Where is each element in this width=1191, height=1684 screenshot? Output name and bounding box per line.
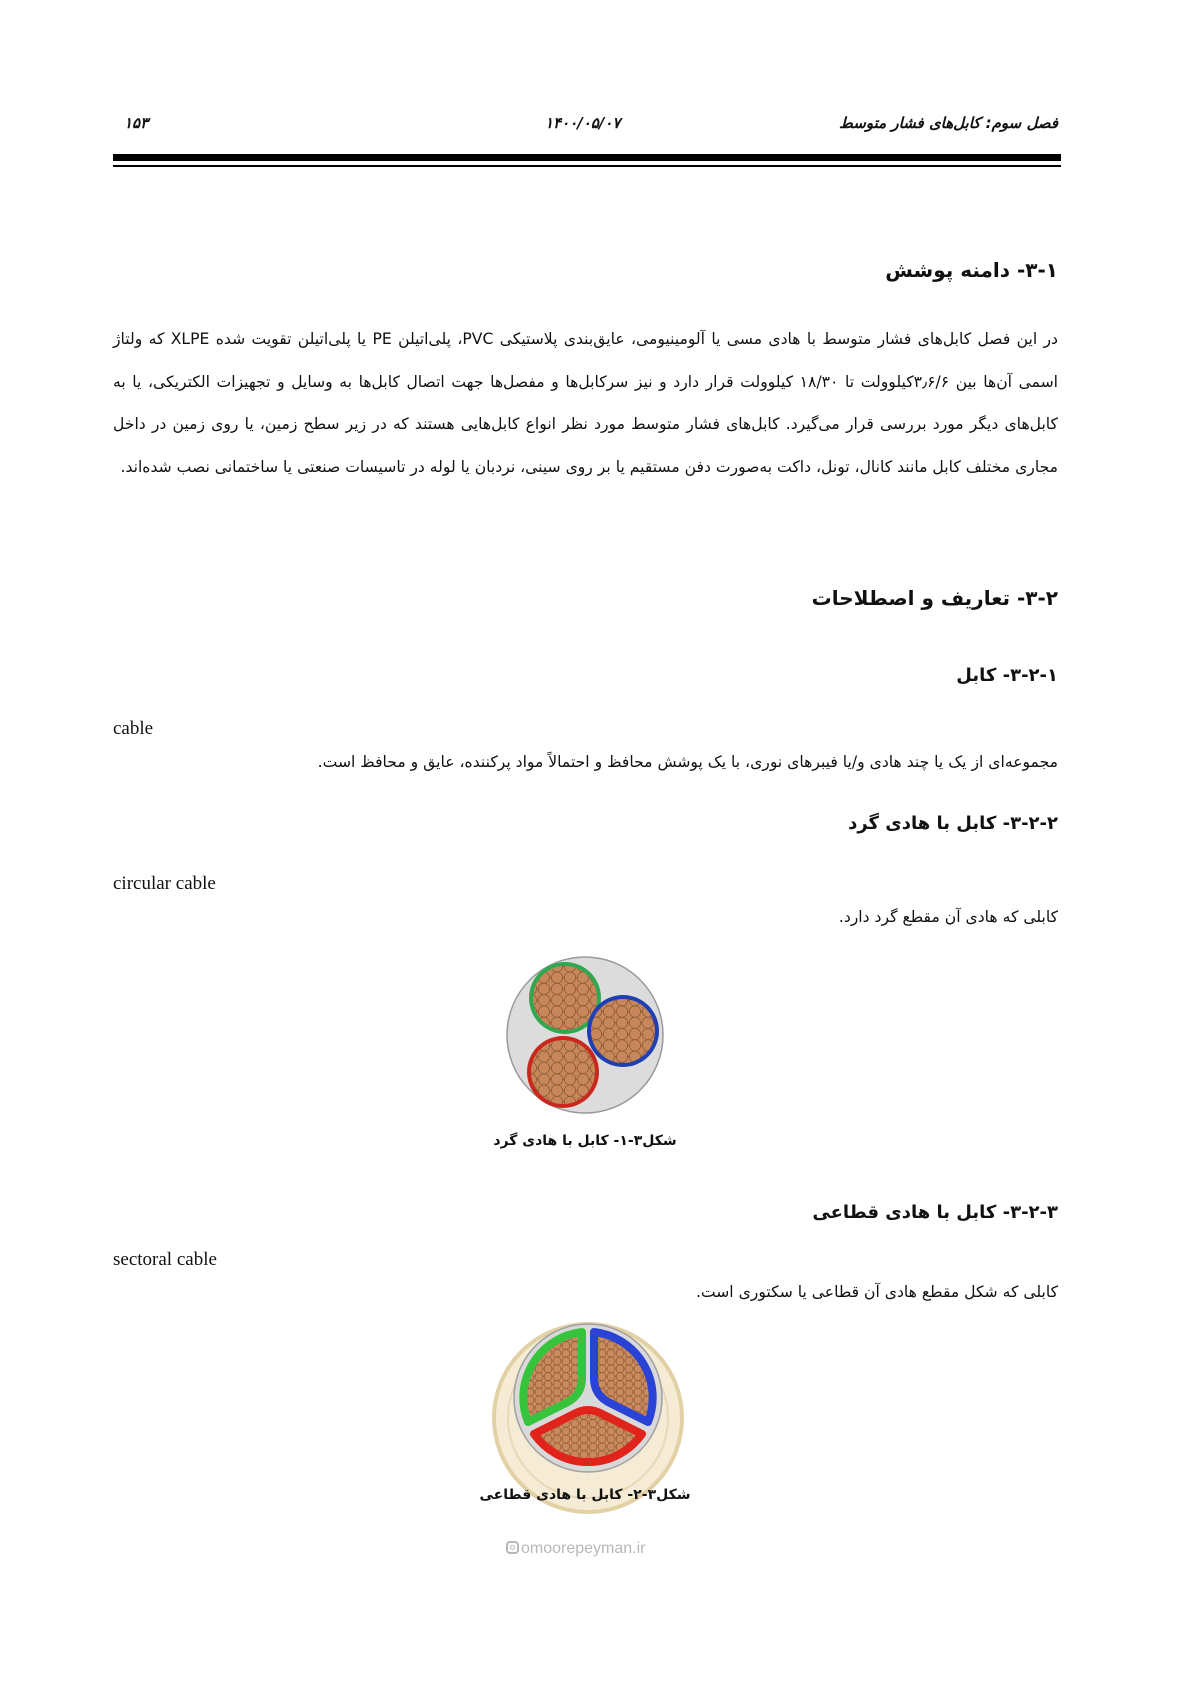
conductor-blue [587,995,659,1067]
definition-cable: مجموعه‌ای از یک یا چند هادی و/یا فیبرهای نوری، با یک پوشش محافظ و احتمالاً مواد پرکننده، عایق و محافظ است. [317,753,1058,771]
instagram-icon [506,1541,519,1554]
circular-cable-figure [505,955,665,1115]
header-rule-thin [113,165,1061,167]
section-heading-definitions: ۳-۲- تعاریف و اصطلاحات [811,586,1058,610]
scope-paragraph: در این فصل کابل‌های فشار متوسط با هادی مسی یا آلومینیومی، عایق‌بندی پلاستیکی PVC، پلی‌اتیلن PE یا پلی‌اتیلن تقویت شده XLPE که ولتاژ اسمی آن‌ها بین ۳٫۶/۶کیلوولت تا ۱۸/۳۰ کیلوولت قرار دارد و نیز سرکابل‌ها و مفصل‌ها جهت اتصال کابل‌ها به وسایل و تجهیزات الکتریکی، یا به کابل‌های دیگر مورد بررسی قرار می‌گیرد. کابل‌های فشار متوسط مورد نظر انواع کابل‌هایی هستند که در زیر سطح زمین، یا روی زمین در داخل مجاری مختلف کابل مانند کانال، تونل، داکت به‌صورت دفن مستقیم یا بر روی سینی، نردبان یا لوله در تاسیسات صنعتی یا ساختمانی نصب شده‌اند. [113,330,1058,476]
header-date: ۱۴۰۰/۰۵/۰۷ [545,114,621,132]
english-term-sectoral-cable: sectoral cable [113,1249,217,1270]
subsection-heading-circular-cable: ۳-۲-۲- کابل با هادی گرد [848,813,1058,834]
figure-caption-sectoral: شکل۳-۲- کابل با هادی قطاعی [479,1487,691,1503]
sectoral-cable-figure [512,1322,664,1474]
figure-caption-circular: شکل۳-۱- کابل با هادی گرد [493,1133,677,1149]
subsection-heading-sectoral-cable: ۳-۲-۳- کابل با هادی قطاعی [812,1202,1058,1223]
watermark [506,1540,646,1558]
chapter-title: فصل سوم: کابل‌های فشار متوسط [839,114,1058,132]
english-term-circular-cable: circular cable [113,873,216,894]
section-heading-scope: ۳-۱- دامنه پوشش [885,258,1058,282]
conductor-red [527,1036,599,1108]
subsection-heading-cable: ۳-۲-۱- کابل [956,665,1058,686]
definition-sectoral-cable: کابلی که شکل مقطع هادی آن قطاعی یا سکتوری است. [695,1283,1058,1301]
english-term-cable: cable [113,718,154,739]
watermark-text: omoorepeyman.ir [521,1540,646,1557]
page-number: ۱۵۳ [124,114,149,132]
definition-circular-cable: کابلی که هادی آن مقطع گرد دارد. [838,908,1058,926]
header-rule-thick [113,154,1061,161]
